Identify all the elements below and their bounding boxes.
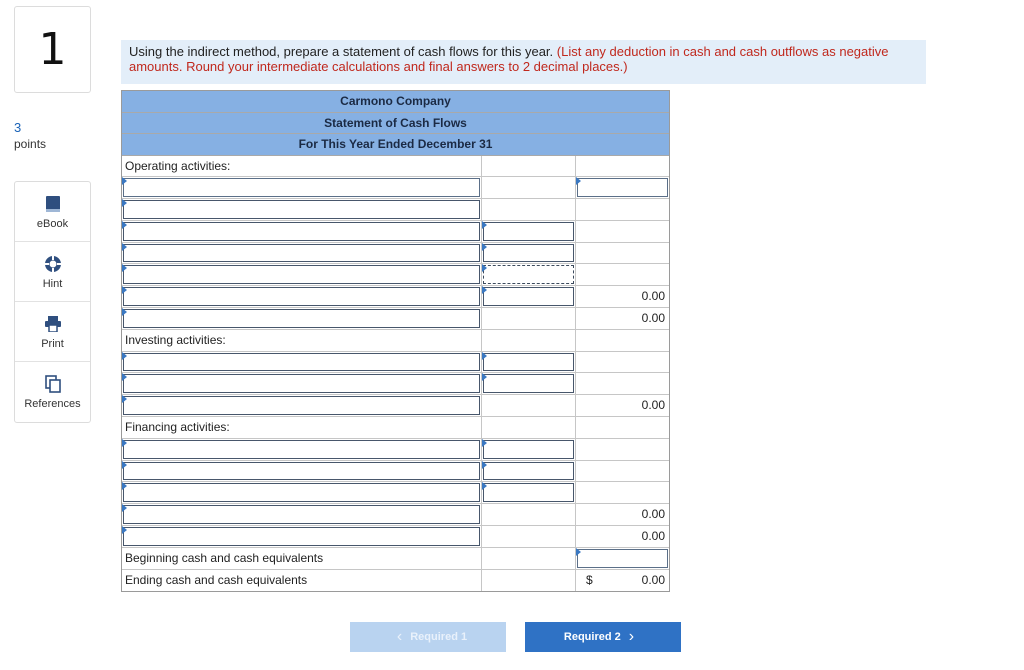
dropdown-marker-icon[interactable] — [482, 482, 487, 490]
investing-header-row — [122, 330, 669, 352]
dropdown-marker-icon[interactable] — [122, 461, 127, 469]
operating-header-row — [122, 156, 669, 178]
dropdown-marker-icon[interactable] — [122, 352, 127, 360]
dropdown-marker-icon[interactable] — [482, 439, 487, 447]
dropdown-marker-icon[interactable] — [122, 221, 127, 229]
operating-description-input[interactable] — [123, 265, 480, 284]
instructions-note: (List any deduction in cash and cash outflows as negative amounts. Round your intermediate calculations and final answers to 2 decimal places.) — [129, 44, 889, 74]
next-required-button[interactable] — [525, 622, 681, 652]
operating-description-input[interactable] — [123, 200, 480, 219]
print-label: Print — [41, 337, 64, 350]
points-label — [14, 120, 46, 152]
next-required-label: Required 2 — [563, 631, 621, 643]
statement-period: For This Year Ended December 31 — [122, 134, 669, 156]
chevron-right-icon: › — [628, 628, 635, 645]
dropdown-marker-icon[interactable] — [122, 264, 127, 272]
dropdown-marker-icon[interactable] — [122, 199, 127, 207]
financing-description-input[interactable] — [123, 440, 480, 459]
investing-total-row — [122, 395, 669, 417]
print-button[interactable] — [15, 302, 90, 362]
hint-label: Hint — [42, 277, 63, 290]
net-change-row — [122, 526, 669, 548]
documents-icon — [44, 374, 62, 394]
financing-total-row — [122, 504, 669, 526]
ending-cash-value: 0.00 — [641, 572, 665, 587]
previous-required-label: Required 1 — [410, 631, 468, 643]
financing-total-value: 0.00 — [641, 507, 665, 522]
operating-amount-input[interactable] — [483, 265, 574, 284]
ebook-button[interactable] — [15, 182, 90, 242]
financing-amount-input[interactable] — [483, 440, 574, 459]
investing-row — [122, 373, 669, 395]
dropdown-marker-icon[interactable] — [482, 373, 487, 381]
dropdown-marker-icon[interactable] — [482, 221, 487, 229]
dropdown-marker-icon[interactable] — [576, 548, 581, 556]
dropdown-marker-icon[interactable] — [122, 286, 127, 294]
dropdown-marker-icon[interactable] — [122, 373, 127, 381]
financing-row — [122, 482, 669, 504]
dropdown-marker-icon[interactable] — [482, 286, 487, 294]
operating-total-value: 0.00 — [641, 311, 665, 326]
dropdown-marker-icon[interactable] — [482, 352, 487, 360]
question-number: 1 — [14, 6, 91, 93]
operating-label: Operating activities: — [125, 158, 231, 173]
book-icon — [45, 194, 61, 214]
operating-row — [122, 286, 669, 308]
operating-subtotal-value: 0.00 — [641, 289, 665, 304]
operating-total-input[interactable] — [123, 309, 480, 328]
net-income-amount-input[interactable] — [577, 178, 668, 197]
beginning-cash-label: Beginning cash and cash equivalents — [125, 550, 324, 565]
investing-total-input[interactable] — [123, 396, 480, 415]
dropdown-marker-icon[interactable] — [576, 177, 581, 185]
operating-total-row — [122, 308, 669, 330]
dropdown-marker-icon[interactable] — [122, 439, 127, 447]
points-value: 3 — [14, 120, 22, 135]
operating-description-input[interactable] — [123, 178, 480, 197]
operating-amount-input[interactable] — [483, 222, 574, 241]
instructions-main: Using the indirect method, prepare a statement of cash flows for this year. — [129, 44, 554, 59]
financing-total-input[interactable] — [123, 505, 480, 524]
previous-required-button[interactable] — [350, 622, 506, 652]
dropdown-marker-icon[interactable] — [122, 177, 127, 185]
operating-description-input[interactable] — [123, 287, 480, 306]
financing-row — [122, 439, 669, 461]
dropdown-marker-icon[interactable] — [482, 264, 487, 272]
net-change-value: 0.00 — [641, 529, 665, 544]
instructions-box — [121, 40, 926, 84]
dropdown-marker-icon[interactable] — [122, 504, 127, 512]
points-text: points — [14, 137, 47, 151]
references-label: References — [24, 398, 81, 410]
investing-description-input[interactable] — [123, 374, 480, 393]
investing-amount-input[interactable] — [483, 374, 574, 393]
dropdown-marker-icon[interactable] — [122, 395, 127, 403]
financing-description-input[interactable] — [123, 483, 480, 502]
currency-symbol: $ — [586, 572, 593, 587]
operating-description-input[interactable] — [123, 222, 480, 241]
financing-amount-input[interactable] — [483, 462, 574, 481]
dropdown-marker-icon[interactable] — [482, 461, 487, 469]
operating-row — [122, 199, 669, 221]
operating-row — [122, 177, 669, 199]
financing-amount-input[interactable] — [483, 483, 574, 502]
ending-cash-row — [122, 570, 669, 592]
chevron-left-icon: ‹ — [396, 628, 403, 645]
operating-row — [122, 264, 669, 286]
dropdown-marker-icon[interactable] — [122, 482, 127, 490]
lifebuoy-icon — [44, 254, 62, 274]
ebook-label: eBook — [36, 217, 69, 230]
operating-row — [122, 221, 669, 243]
financing-header-row — [122, 417, 669, 439]
tools-panel — [14, 181, 91, 423]
company-name: Carmono Company — [122, 91, 669, 113]
dropdown-marker-icon[interactable] — [122, 526, 127, 534]
beginning-cash-row — [122, 548, 669, 570]
beginning-cash-input[interactable] — [577, 549, 668, 568]
cash-flow-statement-table — [121, 90, 670, 592]
net-change-input[interactable] — [123, 527, 480, 546]
operating-amount-input[interactable] — [483, 244, 574, 263]
investing-amount-input[interactable] — [483, 353, 574, 372]
hint-button[interactable] — [15, 242, 90, 302]
investing-row — [122, 352, 669, 374]
financing-row — [122, 461, 669, 483]
investing-total-value: 0.00 — [641, 398, 665, 413]
dropdown-marker-icon[interactable] — [482, 243, 487, 251]
printer-icon — [44, 314, 62, 334]
statement-title: Statement of Cash Flows — [122, 113, 669, 135]
financing-description-input[interactable] — [123, 462, 480, 481]
financing-label: Financing activities: — [125, 420, 230, 435]
operating-amount-input[interactable] — [483, 287, 574, 306]
investing-description-input[interactable] — [123, 353, 480, 372]
investing-label: Investing activities: — [125, 332, 226, 347]
dropdown-marker-icon[interactable] — [122, 243, 127, 251]
operating-row — [122, 243, 669, 265]
operating-description-input[interactable] — [123, 244, 480, 263]
dropdown-marker-icon[interactable] — [122, 308, 127, 316]
references-button[interactable] — [15, 362, 90, 422]
ending-cash-label: Ending cash and cash equivalents — [125, 572, 308, 587]
